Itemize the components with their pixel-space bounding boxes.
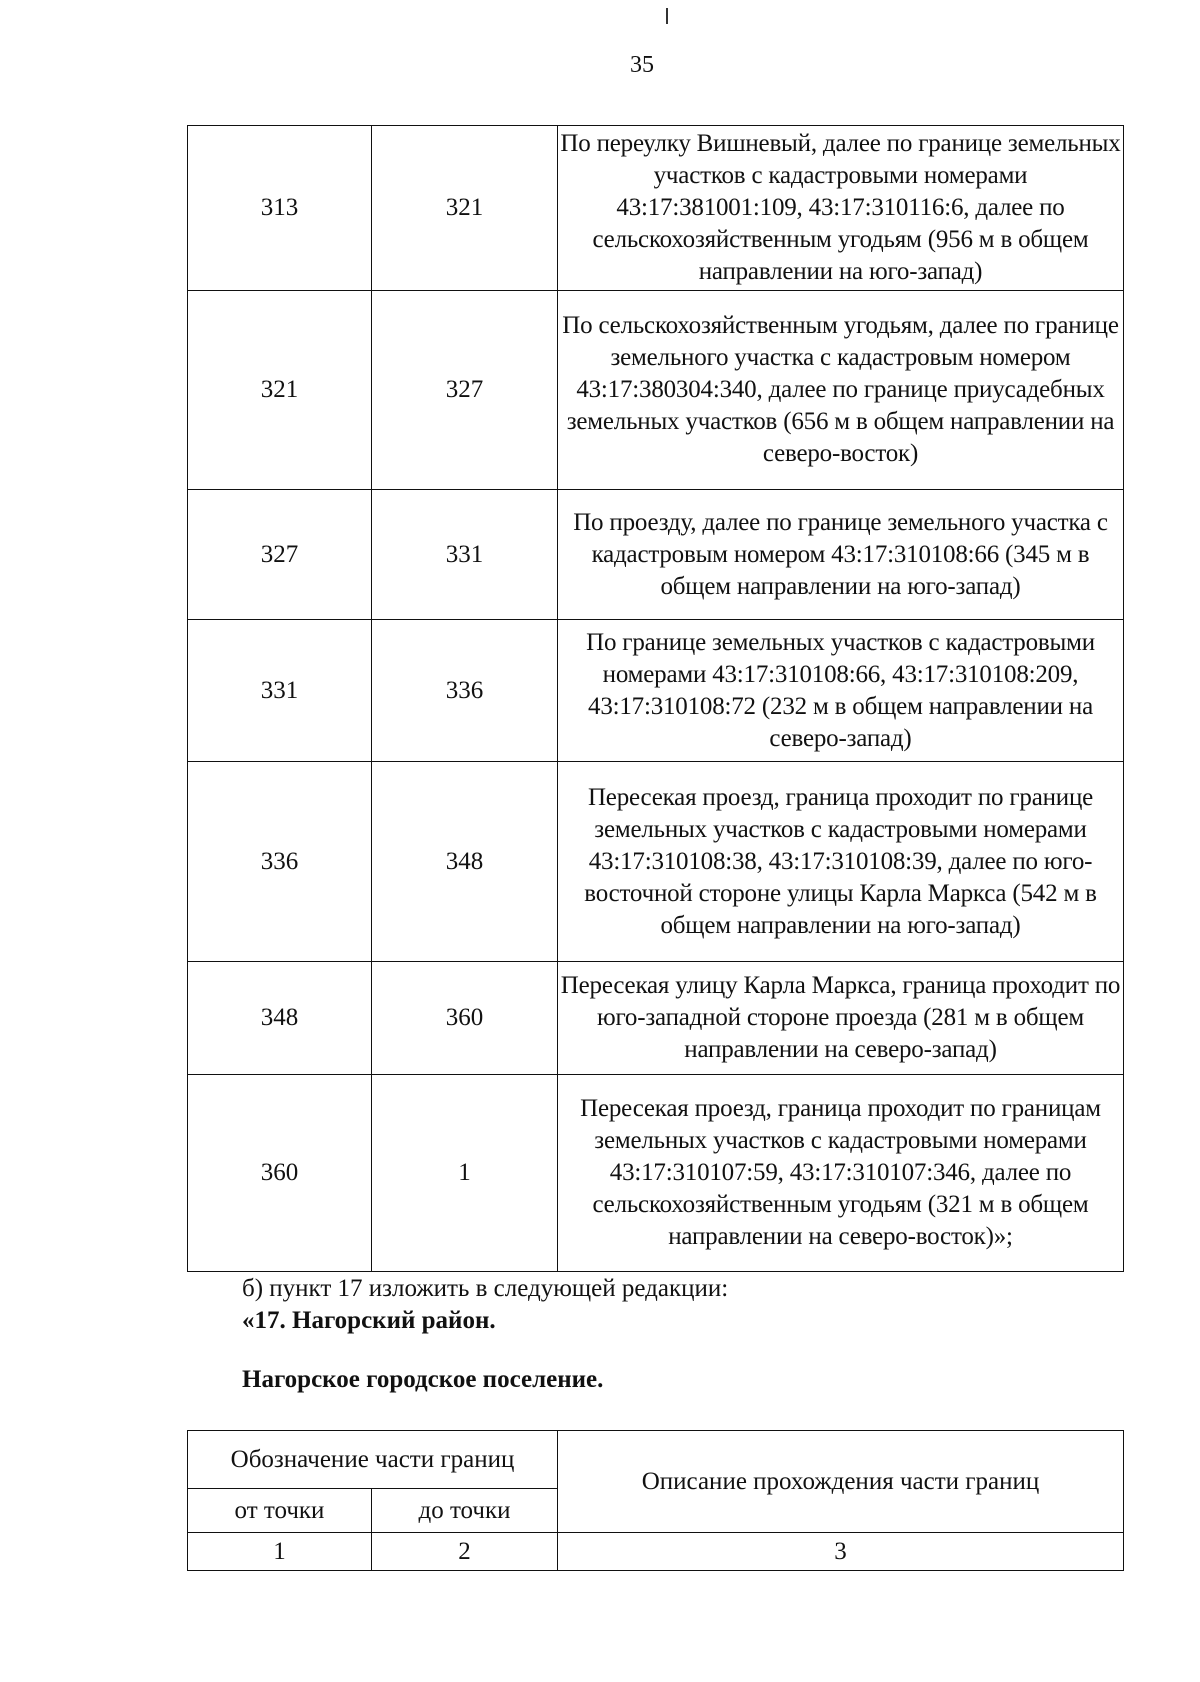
page-number: 35	[630, 52, 654, 78]
to-point-cell: 327	[372, 291, 558, 490]
table-row	[188, 291, 1124, 490]
column-number-cell: 3	[558, 1533, 1124, 1571]
description-cell: По границе земельных участков с кадастровыми номерами 43:17:310108:66, 43:17:310108:209, 43:17:310108:72 (232 м в общем направлении на северо-запад)	[558, 620, 1124, 762]
header-row	[188, 1431, 1124, 1489]
to-point-cell: 331	[372, 490, 558, 620]
boundary-table	[187, 125, 1124, 1272]
column-number-cell: 2	[372, 1533, 558, 1571]
from-point-cell: 313	[188, 126, 372, 291]
from-header-cell: от точки	[188, 1489, 372, 1533]
from-point-cell: 331	[188, 620, 372, 762]
description-cell: По сельскохозяйственным угодьям, далее по границе земельного участка с кадастровым номером 43:17:380304:340, далее по границе приусадебных земельных участков (656 м в общем направлении на северо-восток)	[558, 291, 1124, 490]
to-point-cell: 336	[372, 620, 558, 762]
to-point-cell: 1	[372, 1075, 558, 1272]
new-boundary-table	[187, 1430, 1124, 1571]
description-cell: Пересекая проезд, граница проходит по границам земельных участков с кадастровыми номерами 43:17:310107:59, 43:17:310107:346, далее по сельскохозяйственным угодьям (321 м в общем направлении на северо-восток)»;	[558, 1075, 1124, 1272]
from-point-cell: 348	[188, 962, 372, 1075]
settlement-heading: Нагорское городское поселение.	[242, 1366, 604, 1393]
column-number-cell: 1	[188, 1533, 372, 1571]
description-cell: По проезду, далее по границе земельного участка с кадастровым номером 43:17:310108:66 (345 м в общем направлении на юго-запад)	[558, 490, 1124, 620]
description-cell: По переулку Вишневый, далее по границе земельных участков с кадастровыми номерами 43:17:381001:109, 43:17:310116:6, далее по сельскохозяйственным угодьям (956 м в общем направлении на юго-запад)	[558, 126, 1124, 291]
description-cell: Пересекая проезд, граница проходит по границе земельных участков с кадастровыми номерами 43:17:310108:38, 43:17:310108:39, далее по юго-восточной стороне улицы Карла Маркса (542 м в общем направлении на юго-запад)	[558, 762, 1124, 962]
table-row	[188, 1075, 1124, 1272]
amendment-text	[242, 1273, 728, 1337]
to-point-cell: 360	[372, 962, 558, 1075]
column-number-row	[188, 1533, 1124, 1571]
from-point-cell: 360	[188, 1075, 372, 1272]
table-row	[188, 126, 1124, 291]
table-row	[188, 490, 1124, 620]
table-row	[188, 762, 1124, 962]
district-heading: «17. Нагорский район.	[242, 1307, 496, 1334]
to-point-cell: 348	[372, 762, 558, 962]
from-point-cell: 336	[188, 762, 372, 962]
scan-mark	[666, 8, 668, 24]
description-cell: Пересекая улицу Карла Маркса, граница проходит по юго-западной стороне проезда (281 м в общем направлении на северо-запад)	[558, 962, 1124, 1075]
group-header-cell: Обозначение части границ	[188, 1431, 558, 1489]
amendment-instruction: б) пункт 17 изложить в следующей редакции:	[242, 1275, 729, 1302]
table-row	[188, 620, 1124, 762]
to-header-cell: до точки	[372, 1489, 558, 1533]
table-row	[188, 962, 1124, 1075]
from-point-cell: 321	[188, 291, 372, 490]
to-point-cell: 321	[372, 126, 558, 291]
description-header-cell: Описание прохождения части границ	[558, 1431, 1124, 1533]
from-point-cell: 327	[188, 490, 372, 620]
